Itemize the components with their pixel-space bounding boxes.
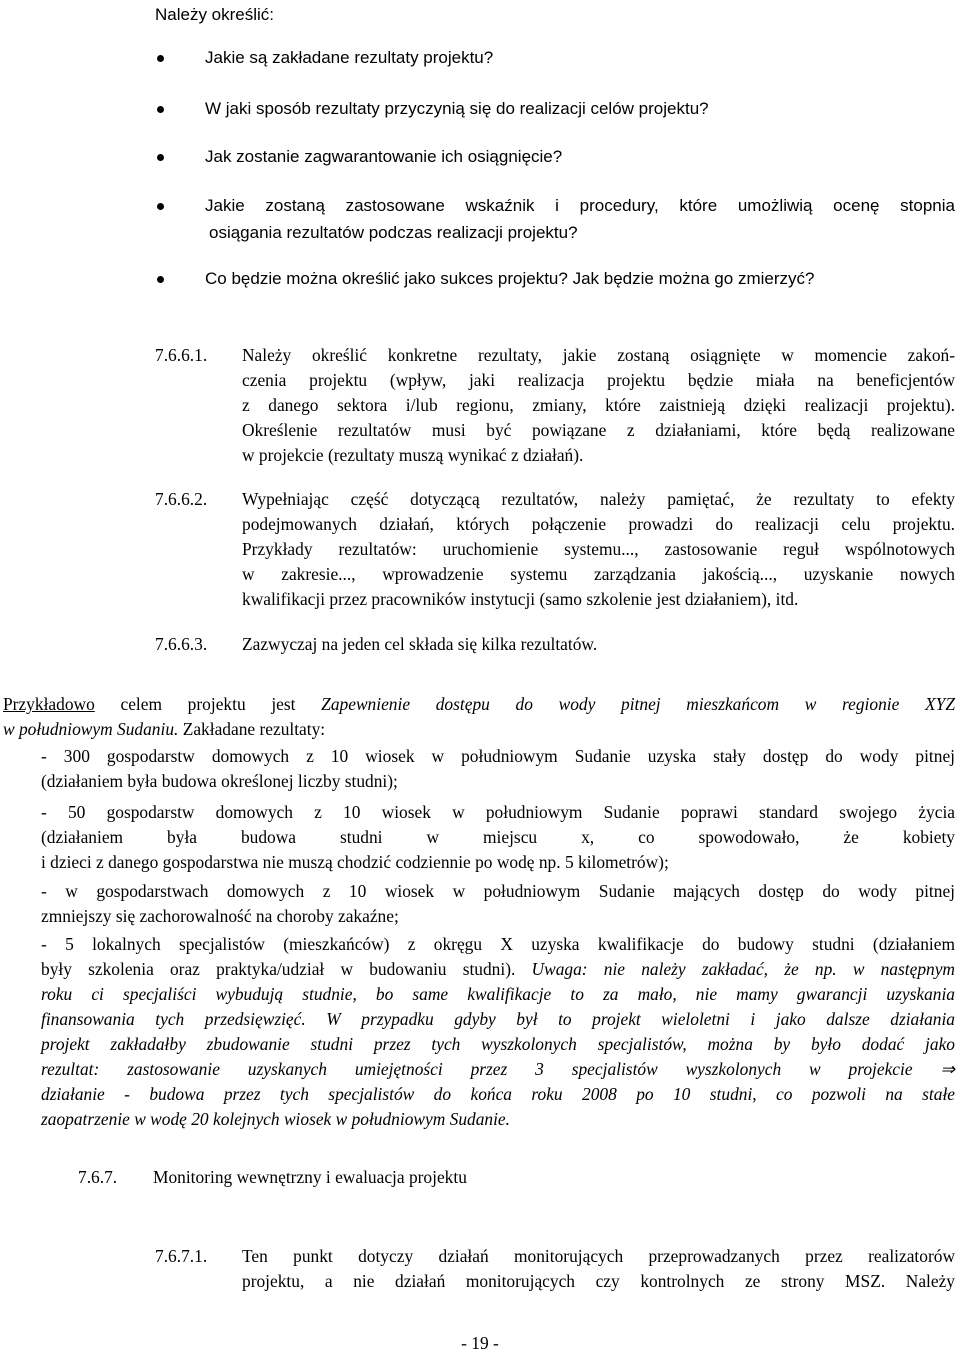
note-start: Uwaga: nie należy zakładać, że np. w następnym [531,959,955,979]
bullet-dot [157,276,164,283]
note-text: finansowania tych przedsięwzięć. W przypadku gdyby był to projekt wieloletni i jako dalsze działania [41,1009,955,1029]
note-text: rezultat: zastosowanie uzyskanych umiejętności przez 3 specjalistów wyszkolonych w projekcie ⇒ [41,1059,955,1079]
point-number: 7.6.6.3. [155,634,208,654]
list-item: - 5 lokalnych specjalistów (mieszkańców) z okręgu X uzyska kwalifikacje do budowy studni (działaniem były szkolenia oraz praktyka/udział w budowaniu studni). Uwaga: nie należy zakładać, że np. w następnym roku ci specjaliści wybudują studnie, bo same kwalifikacje to za mało, nie mamy gwarancji uzyskania finansowania tych przedsięwzięć. W przypadku gdyby był to projekt wieloletni i jako dalsze działania projekt zakładałby zbudowanie studni przez tych wyszkolonych specjalistów, można by było dodać jako rezultat: zastosowanie uzyskanych umiejętności przez 3 specjalistów wyszkolonych w projekcie ⇒ działanie - budowa przez tych specjalistów do końca roku 2008 po 10 studni, co pozwoli na stałe zaopatrzenie w wodę 20 kolejnych wiosek w południowym Sudanie. [41,932,955,1132]
section-number: 7.6.7. [78,1167,118,1187]
bullet-text-continuation: osiągania rezultatów podczas realizacji projektu? [209,223,578,242]
bullet-dot [157,203,164,210]
subsection-text: Ten punkt dotyczy działań monitorujących przeprowadzanych przez realizatorów projektu, a nie działań monitorujących czy kontrolnych ze strony MSZ. Należy [242,1246,955,1291]
subsection-number: 7.6.7.1. [155,1246,208,1266]
note-text: projekt zakładałby zbudowanie studni przez tych wyszkolonych specjalistów, można by było dodać jako [41,1034,955,1054]
example-intro: Przykładowo celem projektu jest Zapewnienie dostępu do wody pitnej mieszkańcom w regionie XYZ w południowym Sudaniu. Zakładane rezultaty: [3,694,955,739]
bullet-dot [157,106,164,113]
point-text: Wypełniając część dotyczącą rezultatów, należy pamiętać, że rezultaty to efekty podejmowanych działań, których połączenie prowadzi do realizacji celu projektu. Przykłady rezultatów: uruchomienie systemu..., zastosowanie reguł wspólnotowych w zakresie..., wprowadzenie systemu zarządzania jakością..., uzyskanie nowych kwalifikacji przez pracowników instytucji (samo szkolenie jest działaniem), itd. [242,489,955,609]
list-item: - 300 gospodarstw domowych z 10 wiosek w południowym Sudanie uzyska stały dostęp do wody pitnej (działaniem była budowa określonej liczby studni); [41,746,955,791]
bullet-text: Co będzie można określić jako sukces projektu? Jak będzie można go zmierzyć? [205,269,815,288]
example-goal: Zapewnienie dostępu do wody pitnej mieszkańcom w regionie XYZ [321,694,955,714]
bullet-dot [157,154,164,161]
example-lead-underlined: Przykładowo [3,694,95,714]
list-item: - 50 gospodarstw domowych z 10 wiosek w południowym Sudanie poprawi standard swojego życia (działaniem była budowa studni w miejscu x, co spowodowało, że kobiety i dzieci z danego gospodarstwa nie muszą chodzić codziennie po wodę np. 5 kilometrów); [41,802,955,872]
bullet-text: W jaki sposób rezultaty przyczynią się do realizacji celów projektu? [205,99,709,118]
intro-text: Należy określić: [155,5,275,24]
bullet-dot [157,55,164,62]
note-text: roku ci specjaliści wybudują studnie, bo same kwalifikacje to za mało, nie mamy gwarancji uzyskania [41,984,955,1004]
section-title: Monitoring wewnętrzny i ewaluacja projektu [153,1167,467,1187]
note-text: zaopatrzenie w wodę 20 kolejnych wiosek w południowym Sudanie. [41,1109,511,1129]
list-item: - w gospodarstwach domowych z 10 wiosek w południowym Sudanie mających dostęp do wody pitnej zmniejszy się zachorowalność na choroby zakaźne; [41,881,955,926]
bullet-text: Jakie zostaną zastosowane wskaźnik i procedury, które umożliwią ocenę stopnia [205,196,955,215]
note-text: działanie - budowa przez tych specjalistów do końca roku 2008 po 10 studni, co pozwoli na stałe [41,1084,955,1104]
bullet-text: Jakie są zakładane rezultaty projektu? [205,48,494,67]
point-number: 7.6.6.2. [155,489,208,509]
point-text: Należy określić konkretne rezultaty, jakie zostaną osiągnięte w momencie zakoń- czenia projektu (wpływ, jaki realizacja projektu będzie miała na beneficjentów z danego sektora i/lub regionu, zmiany, które zaistnieją dzięki realizacji projektu). Określenie rezultatów musi być powiązane z działaniami, które będą realizowane w projekcie (rezultaty muszą wynikać z działań). [242,345,955,465]
page-number: - 19 - [461,1333,499,1353]
point-text: Zazwyczaj na jeden cel składa się kilka rezultatów. [242,634,598,654]
bullet-text: Jak zostanie zagwarantowanie ich osiągnięcie? [205,147,563,166]
point-number: 7.6.6.1. [155,345,208,365]
